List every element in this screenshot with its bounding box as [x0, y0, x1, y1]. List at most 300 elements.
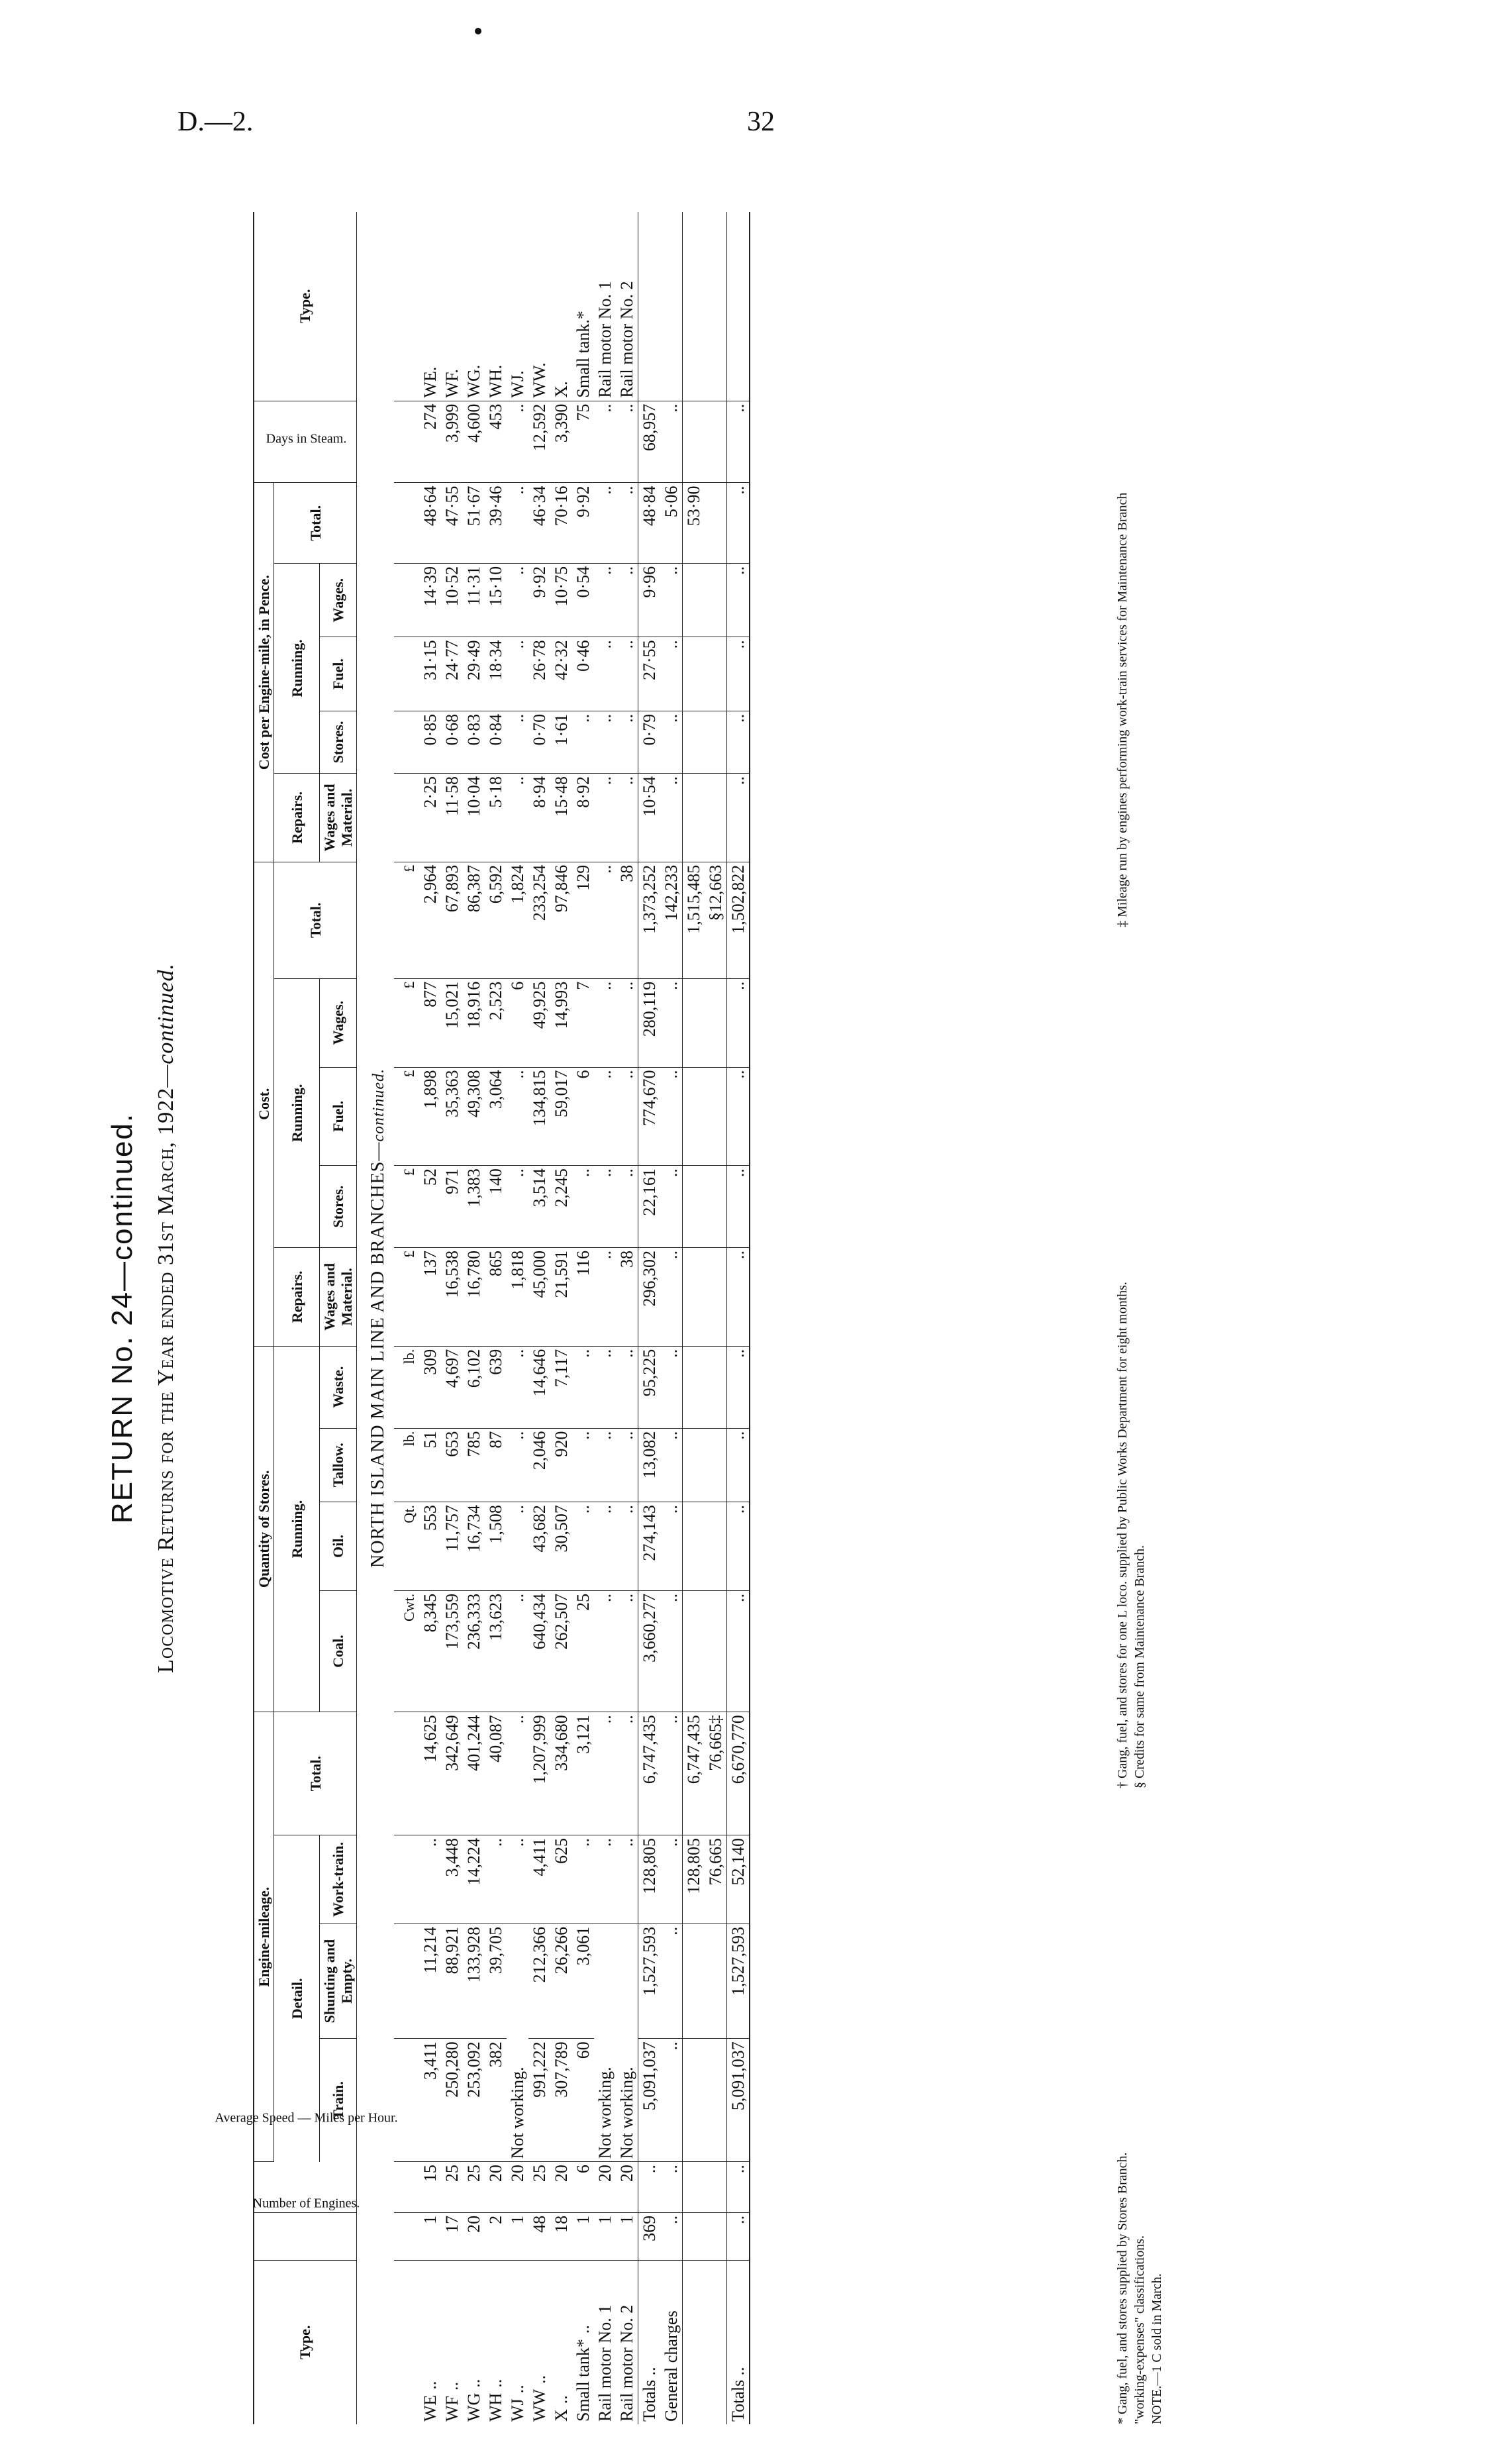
cell-tallow: [683, 1428, 705, 1502]
cell-total: 1,207,999: [528, 1712, 550, 1835]
cell-p_wages: [705, 563, 727, 637]
cell-total: 76,665‡: [705, 1712, 727, 1835]
cell-p_wages: 10·52: [441, 563, 463, 637]
cell-p_stores: 0·79: [638, 711, 661, 773]
section-heading: NORTH ISLAND MAIN LINE AND BRANCHES—continued.: [368, 1068, 388, 1568]
cell-type: [616, 2260, 638, 2424]
cell-train: 5,091,037: [727, 2039, 750, 2162]
cell-p_wages: 15·10: [485, 563, 507, 637]
cell-wages: ..: [660, 978, 683, 1067]
locomotive-returns-table: [215, 212, 750, 2424]
cell-coal: [683, 1590, 705, 1712]
cell-train: 60: [572, 2039, 594, 2162]
cell-wages: 877: [419, 978, 441, 1067]
cell-p_total: ..: [507, 483, 528, 563]
cell-speed: 20: [485, 2162, 507, 2213]
cell-p_total: ..: [594, 483, 616, 563]
cell-fuel: 134,815: [528, 1067, 550, 1166]
cell-shunt: 3,061: [572, 1924, 594, 2038]
cell-total: 401,244: [463, 1712, 485, 1835]
table-row-grand: [727, 212, 750, 2424]
return-title: RETURN No. 24—continued.: [106, 1112, 138, 1524]
col-wages: Wages.: [320, 978, 357, 1067]
cell-type-right: WE.: [419, 212, 441, 401]
cell-wages: 15,021: [441, 978, 463, 1067]
cell-p_fuel: ..: [660, 637, 683, 711]
cell-type-right: [660, 212, 683, 401]
cell-p_total: 51·67: [463, 483, 485, 563]
cell-waste: 7,117: [550, 1346, 572, 1428]
cell-stores: 971: [441, 1166, 463, 1248]
cell-oil: 30,507: [550, 1502, 572, 1591]
col-mileage-total: Total.: [274, 1712, 357, 1835]
cell-fuel: 59,017: [550, 1067, 572, 1166]
cell-waste: 639: [485, 1346, 507, 1428]
cell-days: ..: [660, 401, 683, 483]
cell-stores: 3,514: [528, 1166, 550, 1248]
cell-oil: ..: [660, 1502, 683, 1591]
col-stores: Stores.: [320, 1166, 357, 1248]
table-row-subtotal: [683, 212, 705, 2424]
col-train: Train.: [320, 2039, 357, 2162]
type-leader-dots: ..: [421, 2381, 440, 2390]
cell-fuel: 1,898: [419, 1067, 441, 1166]
cell-wages: [683, 978, 705, 1067]
cell-speed: ..: [638, 2162, 661, 2213]
cell-p_wages: 14·39: [419, 563, 441, 637]
col-type: Type.: [254, 2260, 357, 2424]
cell-p_total: 48·64: [419, 483, 441, 563]
cell-rep: 38: [616, 1248, 638, 1347]
cell-wages: 18,916: [463, 978, 485, 1067]
cell-p_rep: 10·04: [463, 773, 485, 862]
cell-p_total: 46·34: [528, 483, 550, 563]
cell-wages: ..: [616, 978, 638, 1067]
table-row: [485, 212, 507, 2424]
cell-stores: 52: [419, 1166, 441, 1248]
cell-speed: 25: [441, 2162, 463, 2213]
cell-ctotal: ..: [594, 862, 616, 978]
cell-p_stores: ..: [727, 711, 750, 773]
cell-coal: 640,434: [528, 1590, 550, 1712]
cell-fuel: 6: [572, 1067, 594, 1166]
cell-not-working: Not working.: [594, 1924, 616, 2161]
footnote-4: § Credits for same from Maintenance Branch.: [1132, 1545, 1147, 1788]
cell-train: [705, 2039, 727, 2162]
cell-waste: ..: [660, 1346, 683, 1428]
cell-oil: 553: [419, 1502, 441, 1591]
cell-stores: 1,383: [463, 1166, 485, 1248]
cell-train: ..: [660, 2039, 683, 2162]
cell-p_fuel: 24·77: [441, 637, 463, 711]
page-dot: [475, 28, 481, 34]
cell-total: 342,649: [441, 1712, 463, 1835]
cell-rep: 16,780: [463, 1248, 485, 1347]
cell-work: 128,805: [638, 1835, 661, 1924]
cell-oil: 43,682: [528, 1502, 550, 1591]
cell-type-right: [727, 212, 750, 401]
cell-p_fuel: [705, 637, 727, 711]
cell-engines: 18: [550, 2212, 572, 2260]
col-detail: Detail.: [274, 1835, 320, 2162]
cell-p_rep: ..: [660, 773, 683, 862]
col-coal: Coal.: [320, 1590, 357, 1712]
cell-type-right: WF.: [441, 212, 463, 401]
cell-p_wages: ..: [507, 563, 528, 637]
cell-oil: 11,757: [441, 1502, 463, 1591]
type-leader-dots: ..: [486, 2379, 505, 2388]
cell-shunt: 1,527,593: [638, 1924, 661, 2038]
cell-days: ..: [616, 401, 638, 483]
unit-tallow: lb.: [394, 1428, 419, 1502]
type-leader-dots: ..: [442, 2382, 462, 2390]
cell-ctotal: 38: [616, 862, 638, 978]
col-waste: Waste.: [320, 1346, 357, 1428]
document-ref: D.—2.: [177, 107, 254, 137]
unit-pound: £: [394, 1067, 419, 1166]
cell-coal: 173,559: [441, 1590, 463, 1712]
cell-type: [507, 2260, 528, 2424]
cell-coal: 8,345: [419, 1590, 441, 1712]
cell-stores: ..: [616, 1166, 638, 1248]
cell-p_fuel: ..: [594, 637, 616, 711]
cell-tallow: 785: [463, 1428, 485, 1502]
cell-oil: 1,508: [485, 1502, 507, 1591]
cell-coal: 13,623: [485, 1590, 507, 1712]
cell-work: ..: [485, 1835, 507, 1924]
footnote-2: † Gang, fuel, and stores for one L loco. supplied by Public Works Department for eight months.: [1115, 1282, 1130, 1788]
cell-coal: 262,507: [550, 1590, 572, 1712]
cell-rep: 296,302: [638, 1248, 661, 1347]
cell-p_fuel: 42·32: [550, 637, 572, 711]
cell-shunt: ..: [660, 1924, 683, 2038]
cell-shunt: 133,928: [463, 1924, 485, 2038]
cell-p_fuel: 29·49: [463, 637, 485, 711]
cell-p_total: 39·46: [485, 483, 507, 563]
cell-shunt: 11,214: [419, 1924, 441, 2038]
cell-type-right: X.: [550, 212, 572, 401]
unit-pound: £: [394, 978, 419, 1067]
cell-tallow: [705, 1428, 727, 1502]
col-days: Days in Steam.: [254, 401, 357, 483]
cell-waste: 4,697: [441, 1346, 463, 1428]
cell-type: [528, 2260, 550, 2424]
cell-train: 253,092: [463, 2039, 485, 2162]
cell-days: 274: [419, 401, 441, 483]
cell-tallow: 51: [419, 1428, 441, 1502]
cell-fuel: ..: [594, 1067, 616, 1166]
cell-n: [705, 2212, 727, 2260]
cell-p_stores: [683, 711, 705, 773]
cell-p_fuel: 0·46: [572, 637, 594, 711]
type-label: WF: [442, 2396, 462, 2422]
cell-train: [683, 2039, 705, 2162]
cell-p_total: ..: [727, 483, 750, 563]
cell-train: 5,091,037: [638, 2039, 661, 2162]
cell-ctotal: 1,502,822: [727, 862, 750, 978]
type-label: WJ: [508, 2398, 527, 2422]
cell-p_stores: ..: [507, 711, 528, 773]
cell-work: 4,411: [528, 1835, 550, 1924]
cell-p_stores: ..: [594, 711, 616, 773]
cell-p_fuel: [683, 637, 705, 711]
cell-p_total: 53·90: [683, 483, 705, 563]
cell-p_rep: 8·94: [528, 773, 550, 862]
cell-fuel: [705, 1067, 727, 1166]
cell-shunt: 39,705: [485, 1924, 507, 2038]
cell-type: Totals ..: [727, 2260, 750, 2424]
cell-type: [594, 2260, 616, 2424]
cell-shunt: 26,266: [550, 1924, 572, 2038]
footnote-note: NOTE.—1 C sold in March.: [1150, 2273, 1164, 2424]
table-row: [550, 212, 572, 2424]
cell-days: 453: [485, 401, 507, 483]
col-tallow: Tallow.: [320, 1428, 357, 1502]
unit-pound: £: [394, 1248, 419, 1347]
col-wages-material: Wages and Material.: [320, 1248, 357, 1347]
cell-p_wages: ..: [616, 563, 638, 637]
cell-stores: 140: [485, 1166, 507, 1248]
cell-rep: ..: [727, 1248, 750, 1347]
cell-engines: ..: [660, 2212, 683, 2260]
cell-wages: 14,993: [550, 978, 572, 1067]
cell-oil: 16,734: [463, 1502, 485, 1591]
cell-work: 3,448: [441, 1835, 463, 1924]
cell-engines: 48: [528, 2212, 550, 2260]
cell-fuel: ..: [507, 1067, 528, 1166]
cell-train: 382: [485, 2039, 507, 2162]
cell-p_stores: 0·70: [528, 711, 550, 773]
cell-waste: 14,646: [528, 1346, 550, 1428]
cell-days: [705, 401, 727, 483]
cell-ctotal: 1,373,252: [638, 862, 661, 978]
cell-p_total: 5·06: [660, 483, 683, 563]
cell-tallow: ..: [727, 1428, 750, 1502]
cell-engines: 17: [441, 2212, 463, 2260]
cell-wages: 280,119: [638, 978, 661, 1067]
cell-days: [683, 401, 705, 483]
cell-waste: [705, 1346, 727, 1428]
col-pm-total: Total.: [274, 483, 357, 563]
col-cost-running: Running.: [274, 978, 320, 1247]
cell-sp: [683, 2162, 705, 2213]
cell-speed: 20: [594, 2162, 616, 2213]
col-oil: Oil.: [320, 1502, 357, 1591]
cell-coal: ..: [616, 1590, 638, 1712]
cell-type-right: WJ.: [507, 212, 528, 401]
cell-p_wages: [683, 563, 705, 637]
cell-p_stores: ..: [572, 711, 594, 773]
cell-oil: ..: [594, 1502, 616, 1591]
cell-speed: 15: [419, 2162, 441, 2213]
cell-train: 307,789: [550, 2039, 572, 2162]
col-pm-stores: Stores.: [320, 711, 357, 773]
cell-p_wages: 9·92: [528, 563, 550, 637]
cell-stores: ..: [594, 1166, 616, 1248]
cell-p_stores: 0·84: [485, 711, 507, 773]
unit-waste: lb.: [394, 1346, 419, 1428]
cell-p_fuel: 26·78: [528, 637, 550, 711]
return-subtitle: Locomotive Returns for the Year ended 31st March, 1922—continued.: [154, 963, 178, 1673]
cell-p_rep: ..: [594, 773, 616, 862]
cell-work: ..: [507, 1835, 528, 1924]
cell-stores: 22,161: [638, 1166, 661, 1248]
cell-ctotal: 2,964: [419, 862, 441, 978]
col-pm-wages-material: Wages and Material.: [320, 773, 357, 862]
cell-work: 625: [550, 1835, 572, 1924]
cell-waste: ..: [727, 1346, 750, 1428]
cell-p_wages: ..: [594, 563, 616, 637]
cell-speed: ..: [660, 2162, 683, 2213]
cell-p_stores: [705, 711, 727, 773]
cell-wages: ..: [594, 978, 616, 1067]
cell-total: 6,670,770: [727, 1712, 750, 1835]
col-shunting: Shunting and Empty.: [320, 1924, 357, 2038]
units-row: [394, 212, 419, 2424]
cell-fuel: ..: [660, 1067, 683, 1166]
cell-p_wages: ..: [660, 563, 683, 637]
rotated-table-page: [81, 185, 1180, 2451]
cell-p_stores: 0·85: [419, 711, 441, 773]
cell-p_total: ..: [616, 483, 638, 563]
cell-p_wages: ..: [727, 563, 750, 637]
cell-speed: 20: [616, 2162, 638, 2213]
cell-days: 4,600: [463, 401, 485, 483]
cell-oil: [683, 1502, 705, 1591]
cell-rep: 137: [419, 1248, 441, 1347]
col-qty-stores: Quantity of Stores.: [254, 1346, 274, 1712]
cell-type-right: WG.: [463, 212, 485, 401]
cell-total: ..: [594, 1712, 616, 1835]
cell-p_stores: 1·61: [550, 711, 572, 773]
cell-sp: [705, 2162, 727, 2213]
cell-coal: [705, 1590, 727, 1712]
cell-days: ..: [727, 401, 750, 483]
cell-waste: ..: [594, 1346, 616, 1428]
cell-p_fuel: ..: [507, 637, 528, 711]
cell-ctotal: 6,592: [485, 862, 507, 978]
cell-fuel: [683, 1067, 705, 1166]
cell-p_fuel: ..: [616, 637, 638, 711]
col-cost: Cost.: [254, 862, 274, 1346]
cell-speed: 20: [550, 2162, 572, 2213]
cell-coal: 3,660,277: [638, 1590, 661, 1712]
cell-ctotal: 97,846: [550, 862, 572, 978]
cell-ctotal: 86,387: [463, 862, 485, 978]
col-fuel: Fuel.: [320, 1067, 357, 1166]
cell-speed: 25: [528, 2162, 550, 2213]
cell-engines: 20: [463, 2212, 485, 2260]
cell-total: 334,680: [550, 1712, 572, 1835]
cell-p_total: 48·84: [638, 483, 661, 563]
cell-total: 3,121: [572, 1712, 594, 1835]
col-speed: Average Speed — Miles per Hour.: [254, 2162, 357, 2213]
cell-engines: ..: [727, 2212, 750, 2260]
col-cost-total: Total.: [274, 862, 357, 978]
cell-rep: 865: [485, 1248, 507, 1347]
cell-p_fuel: ..: [727, 637, 750, 711]
col-stores-running: Running.: [274, 1346, 320, 1712]
cell-train: 250,280: [441, 2039, 463, 2162]
cell-waste: ..: [616, 1346, 638, 1428]
cell-type-right: [638, 212, 661, 401]
cell-stores: ..: [572, 1166, 594, 1248]
type-label: WE: [421, 2394, 440, 2422]
unit-pound: £: [394, 862, 419, 978]
col-engine-mileage: Engine-mileage.: [254, 1712, 274, 2162]
cell-days: ..: [594, 401, 616, 483]
cell-fuel: 49,308: [463, 1067, 485, 1166]
cell-stores: [683, 1166, 705, 1248]
cell-total: ..: [660, 1712, 683, 1835]
cell-work: ..: [572, 1835, 594, 1924]
cell-oil: ..: [727, 1502, 750, 1591]
cell-total: 6,747,435: [683, 1712, 705, 1835]
cell-tallow: ..: [660, 1428, 683, 1502]
cell-p_rep: 10·54: [638, 773, 661, 862]
footnote-3: ‡ Mileage run by engines performing work-train services for Maintenance Branch: [1115, 492, 1130, 927]
cell-oil: ..: [572, 1502, 594, 1591]
cell-p_total: 9·92: [572, 483, 594, 563]
cell-type: [419, 2260, 441, 2424]
cell-p_rep: 5·18: [485, 773, 507, 862]
cell-p_rep: 15·48: [550, 773, 572, 862]
table-row: [528, 212, 550, 2424]
cell-fuel: 3,064: [485, 1067, 507, 1166]
cell-rep: 45,000: [528, 1248, 550, 1347]
cell-engines: 2: [485, 2212, 507, 2260]
cell-engines: 1: [419, 2212, 441, 2260]
cell-p_total: 47·55: [441, 483, 463, 563]
cell-rep: 1,818: [507, 1248, 528, 1347]
cell-p_stores: ..: [660, 711, 683, 773]
col-pm-running: Running.: [274, 563, 320, 773]
cell-p_total: [705, 483, 727, 563]
cell-p_fuel: 27·55: [638, 637, 661, 711]
cell-waste: 6,102: [463, 1346, 485, 1428]
cell-p_total: 70·16: [550, 483, 572, 563]
type-leader-dots: ..: [508, 2385, 527, 2394]
col-type-right: Type.: [254, 212, 357, 401]
cell-wages: 49,925: [528, 978, 550, 1067]
cell-engines: 1: [616, 2212, 638, 2260]
unit-coal: Cwt.: [394, 1590, 419, 1712]
cell-tallow: ..: [507, 1428, 528, 1502]
cell-p_wages: 9·96: [638, 563, 661, 637]
cell-oil: 274,143: [638, 1502, 661, 1591]
cell-engines: 1: [572, 2212, 594, 2260]
cell-shunt: [705, 1924, 727, 2038]
cell-type-right: Rail motor No. 1: [594, 212, 616, 401]
cell-wages: 7: [572, 978, 594, 1067]
cell-ctotal: 233,254: [528, 862, 550, 978]
col-pm-fuel: Fuel.: [320, 637, 357, 711]
cell-type-right: WW.: [528, 212, 550, 401]
cell-tallow: ..: [594, 1428, 616, 1502]
cell-rep: ..: [594, 1248, 616, 1347]
table-row: [441, 212, 463, 2424]
cell-waste: ..: [572, 1346, 594, 1428]
cell-p_rep: 2·25: [419, 773, 441, 862]
cell-waste: 95,225: [638, 1346, 661, 1428]
cell-ctotal: 1,515,485: [683, 862, 705, 978]
cell-p_rep: ..: [727, 773, 750, 862]
cell-type: [572, 2260, 594, 2424]
cell-days: ..: [507, 401, 528, 483]
type-label: X: [552, 2409, 571, 2422]
table-row: [594, 212, 616, 2424]
type-leader-dots: ..: [552, 2395, 571, 2404]
